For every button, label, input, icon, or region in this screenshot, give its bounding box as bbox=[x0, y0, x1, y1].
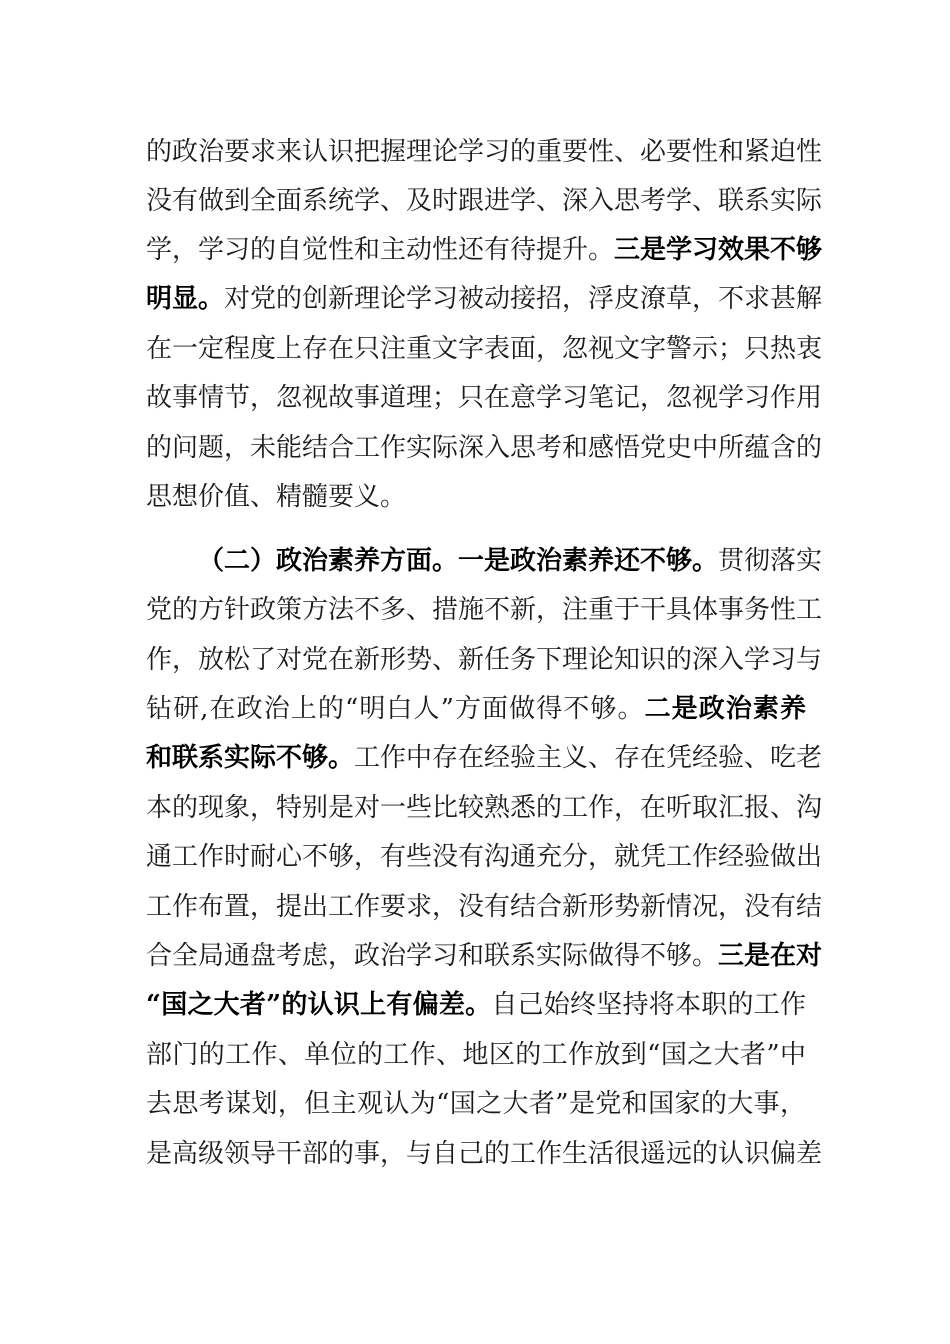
bold-text-segment: 三是学习效果不够 bbox=[614, 235, 823, 265]
text-segment: 钻研,在政治上的“明白人”方面做得不够。 bbox=[146, 694, 645, 724]
bold-text-segment: 二是政治素养 bbox=[644, 694, 806, 724]
text-line bbox=[146, 788, 823, 828]
text-segment: 自己始终坚持将本职的工作 bbox=[491, 990, 806, 1020]
text-line bbox=[198, 541, 823, 581]
text-line bbox=[146, 640, 823, 680]
text-line bbox=[146, 378, 823, 418]
text-segment: 的问题，未能结合工作实际深入思考和感悟党史中所蕴含的 bbox=[146, 433, 823, 463]
text-segment: 思想价值、精髓要义。 bbox=[146, 482, 407, 512]
text-line bbox=[146, 689, 806, 729]
bold-text-segment: （二）政治素养方面。一是政治素养还不够。 bbox=[198, 546, 719, 576]
text-line bbox=[146, 477, 806, 517]
text-segment: 工作中存在经验主义、存在凭经验、吃老 bbox=[354, 743, 823, 773]
text-line bbox=[146, 428, 823, 468]
text-segment: 是高级领导干部的事，与自己的工作生活很遥远的认识偏差 bbox=[146, 1139, 823, 1169]
bold-text-segment: 明显。 bbox=[146, 284, 225, 314]
text-segment: 作，放松了对党在新形势、新任务下理论知识的深入学习与 bbox=[146, 645, 823, 675]
text-line bbox=[146, 1035, 806, 1075]
text-segment: 通工作时耐心不够，有些没有沟通充分，就凭工作经验做出 bbox=[146, 842, 823, 872]
text-segment: 去思考谋划，但主观认为“国之大者”是党和国家的大事， bbox=[146, 1089, 806, 1119]
text-line bbox=[146, 1134, 823, 1174]
text-line bbox=[146, 279, 823, 319]
text-segment: 没有做到全面系统学、及时跟进学、深入思考学、联系实际 bbox=[146, 186, 823, 216]
text-segment: 本的现象，特别是对一些比较熟悉的工作，在听取汇报、沟 bbox=[146, 793, 823, 823]
text-segment: 对党的创新理论学习被动接招，浮皮潦草，不求甚解 bbox=[224, 284, 823, 314]
text-segment: 贯彻落实 bbox=[718, 546, 823, 576]
text-segment: 合全局通盘考虑，政治学习和联系实际做得不够。 bbox=[146, 941, 719, 971]
text-line bbox=[146, 590, 823, 630]
text-line bbox=[146, 230, 823, 270]
text-line bbox=[146, 887, 823, 927]
text-line bbox=[146, 329, 823, 369]
text-line bbox=[146, 837, 823, 877]
text-segment: 故事情节，忽视故事道理；只在意学习笔记，忽视学习作用 bbox=[146, 383, 823, 413]
text-line bbox=[146, 132, 823, 172]
text-line bbox=[146, 936, 823, 976]
text-line bbox=[146, 738, 823, 778]
bold-text-segment: 和联系实际不够。 bbox=[146, 743, 355, 773]
text-segment: 在一定程度上存在只注重文字表面，忽视文字警示；只热衷 bbox=[146, 334, 823, 364]
text-segment: 部门的工作、单位的工作、地区的工作放到“国之大者”中 bbox=[146, 1040, 806, 1070]
text-segment: 工作布置，提出工作要求，没有结合新形势新情况，没有结 bbox=[146, 892, 823, 922]
text-segment: 的政治要求来认识把握理论学习的重要性、必要性和紧迫性 bbox=[146, 137, 823, 167]
text-line bbox=[146, 181, 823, 221]
text-segment: 学，学习的自觉性和主动性还有待提升。 bbox=[146, 235, 615, 265]
text-segment: 党的方针政策方法不多、措施不新，注重于干具体事务性工 bbox=[146, 595, 823, 625]
bold-text-segment: “国之大者”的认识上有偏差。 bbox=[146, 990, 492, 1020]
bold-text-segment: 三是在对 bbox=[718, 941, 823, 971]
text-line bbox=[146, 985, 806, 1025]
text-line bbox=[146, 1084, 806, 1124]
